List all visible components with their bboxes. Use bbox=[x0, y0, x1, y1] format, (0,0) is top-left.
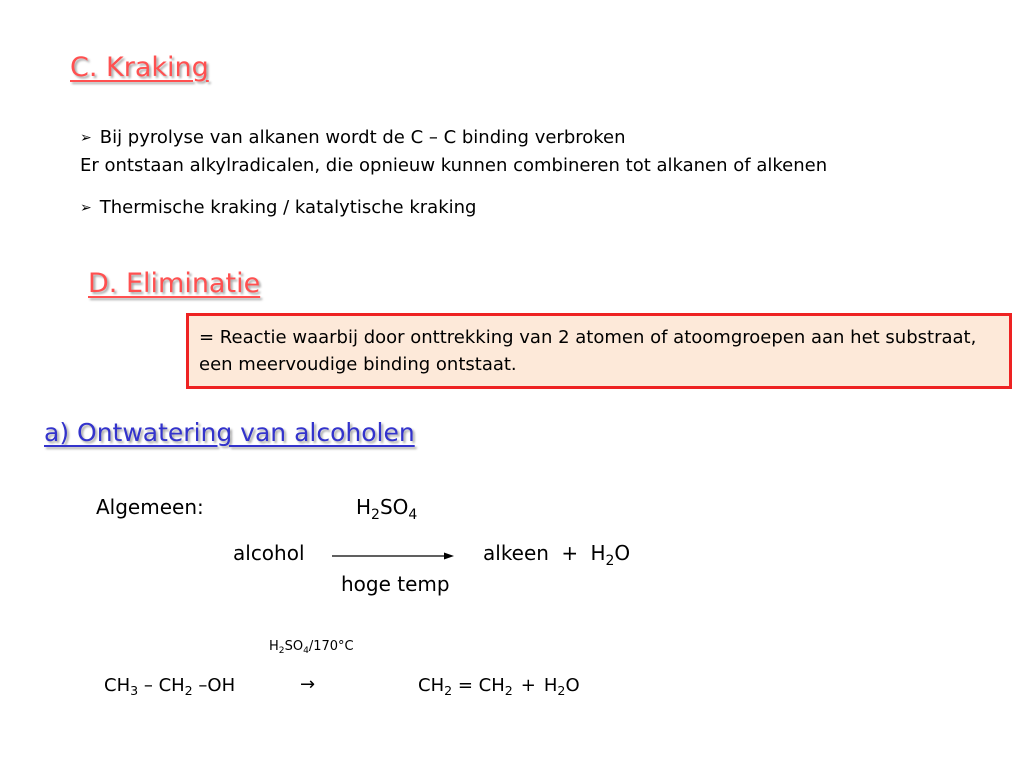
general-catalyst bbox=[356, 495, 418, 523]
section-c-title: C. Kraking bbox=[70, 52, 209, 83]
example-products bbox=[418, 675, 580, 699]
reactant-sub: 3 bbox=[130, 683, 139, 699]
example-reactant bbox=[104, 675, 236, 699]
catalyst-h: H bbox=[356, 495, 372, 519]
water-h: H bbox=[590, 541, 606, 565]
reactant-ch2: – CH bbox=[138, 675, 185, 696]
water-h: H bbox=[543, 675, 558, 696]
arrowhead-bullet-icon: ➢ bbox=[80, 200, 92, 216]
example-arrow-icon: → bbox=[300, 674, 316, 695]
section-d-title: D. Eliminatie bbox=[88, 268, 261, 299]
catalyst-sub: 4 bbox=[408, 506, 418, 523]
alkylradicalen-line: Er ontstaan alkylradicalen, die opnieuw kunnen combineren tot alkanen of alkenen bbox=[80, 155, 828, 176]
catalyst-so: SO bbox=[379, 495, 409, 519]
water-o: O bbox=[614, 541, 631, 565]
general-condition: hoge temp bbox=[341, 572, 450, 596]
catalyst-sub: 2 bbox=[371, 506, 380, 523]
bullet-kraking-types-text: Thermische kraking / katalytische kraking bbox=[99, 197, 477, 218]
reactant-ch: CH bbox=[104, 675, 131, 696]
reaction-arrow-icon bbox=[332, 550, 454, 562]
product-ch2: = CH bbox=[452, 675, 505, 696]
general-reactant: alcohol bbox=[233, 541, 305, 565]
bullet-pyrolyse-text: Bij pyrolyse van alkanen wordt de C – C binding verbroken bbox=[99, 127, 626, 148]
cond-h: H bbox=[269, 639, 279, 654]
water-sub: 2 bbox=[605, 552, 615, 569]
water-o: O bbox=[565, 675, 580, 696]
product-ch: CH bbox=[418, 675, 445, 696]
general-label: Algemeen: bbox=[96, 495, 204, 519]
arrowhead-bullet-icon: ➢ bbox=[80, 130, 92, 146]
reactant-oh: –OH bbox=[192, 675, 236, 696]
cond-so: SO bbox=[284, 639, 304, 654]
reactant-sub: 2 bbox=[184, 683, 193, 699]
definition-text: = Reactie waarbij door onttrekking van 2 atomen of atoomgroepen aan het substraat, een meervoudige binding ontstaat. bbox=[199, 327, 977, 375]
plus-sign: + bbox=[520, 675, 536, 696]
product-sub: 2 bbox=[504, 683, 513, 699]
cond-sub: 2 bbox=[278, 646, 285, 657]
plus-sign: + bbox=[561, 541, 579, 565]
example-condition bbox=[269, 639, 354, 657]
product-sub: 2 bbox=[444, 683, 453, 699]
product-alkeen: alkeen bbox=[483, 541, 549, 565]
water-sub: 2 bbox=[557, 683, 566, 699]
cond-sub: 4 bbox=[303, 646, 309, 657]
general-products bbox=[483, 541, 631, 569]
bullet-kraking-types bbox=[80, 197, 476, 218]
cond-rest: /170°C bbox=[308, 639, 354, 654]
subsection-a-title: a) Ontwatering van alcoholen bbox=[44, 418, 415, 447]
bullet-pyrolyse bbox=[80, 127, 626, 148]
definition-box bbox=[186, 313, 1012, 389]
